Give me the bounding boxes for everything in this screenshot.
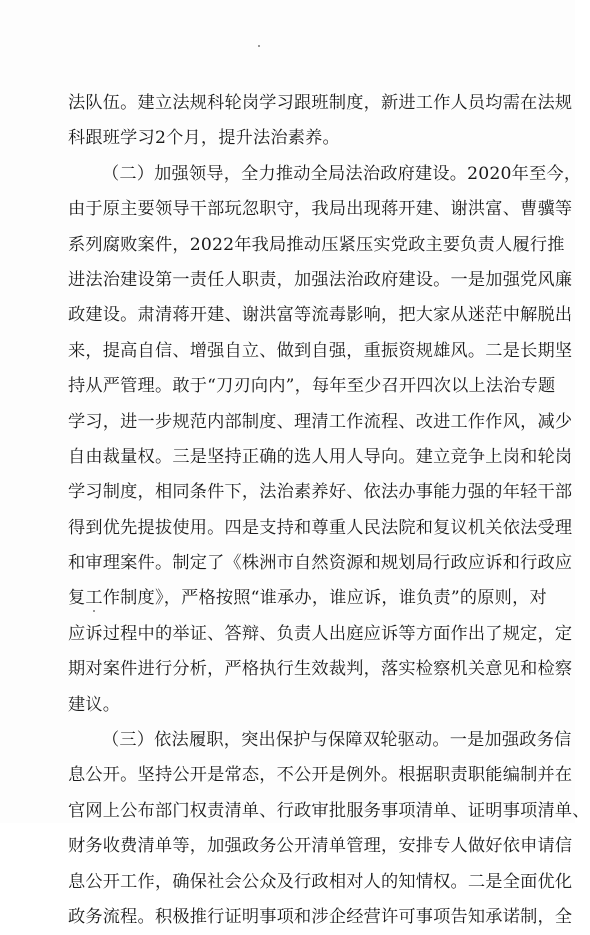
text-line: （三）依法履职，突出保护与保障双轮驱动。一是加强政务信: [102, 730, 572, 751]
text-line: 法队伍。建立法规科轮岗学习跟班制度，新进工作人员均需在法规: [68, 93, 573, 113]
text-line: 财务收费清单等，加强政务公开清单管理，安排专人做好依申请信: [68, 836, 573, 857]
text-line: 系列腐败案件，2022年我局推动压紧压实党政主要负责人履行推: [68, 234, 565, 255]
text-line: 息公开。坚持公开是常态，不公开是例外。根据职责职能编制并在: [68, 765, 573, 786]
text-line: 学习，进一步规范内部制度、理清工作流程、改进工作作风，减少: [68, 411, 573, 432]
text-line: 政建设。肃清蒋开建、谢洪富等流毒影响，把大家从迷茫中解脱出: [68, 305, 573, 326]
text-line: 自由裁量权。三是坚持正确的选人用人导向。建立竞争上岗和轮岗: [68, 446, 573, 467]
text-line: （二）加强领导，全力推动全局法治政府建设。2020年至今，: [102, 163, 582, 184]
text-line: 应诉过程中的举证、答辩、负责人出庭应诉等方面作出了规定，定: [68, 623, 573, 644]
scan-speck: [258, 45, 260, 47]
text-line: 学习制度，相同条件下，法治素养好、依法办事能力强的年轻干部: [68, 482, 573, 503]
text-line: 息公开工作，确保社会公众及行政相对人的知情权。二是全面优化: [68, 871, 573, 892]
text-line: 官网上公布部门权责清单、行政审批服务事项清单、证明事项清单、: [68, 800, 590, 821]
text-line: 持从严管理。敢于“刀刃向内”，每年至少召开四次以上法治专题: [68, 376, 556, 397]
text-line: 期对案件进行分析，严格执行生效裁判，落实检察机关意见和检察: [68, 659, 573, 680]
text-line: 进法治建设第一责任人职责，加强法治政府建设。一是加强党风廉: [68, 269, 573, 290]
text-line: 复工作制度》，严格按照“谁承办，谁应诉，谁负责”的原则，对: [68, 588, 547, 609]
text-line: 科跟班学习2个月，提升法治素养。: [68, 128, 340, 149]
body-text: [68, 86, 590, 935]
text-line: 政务流程。积极推行证明事项和涉企经营许可事项告知承诺制，全: [68, 906, 573, 927]
text-line: 建议。: [68, 694, 121, 715]
text-line: 由于原主要领导干部玩忽职守，我局出现蒋开建、谢洪富、曹骥等: [68, 199, 573, 220]
text-line: 和审理案件。制定了《株洲市自然资源和规划局行政应诉和行政应: [68, 553, 573, 574]
text-line: 得到优先提拔使用。四是支持和尊重人民法院和复议机关依法受理: [68, 517, 573, 538]
text-line: 来，提高自信、增强自立、做到自强，重振资规雄风。二是长期坚: [68, 340, 573, 361]
